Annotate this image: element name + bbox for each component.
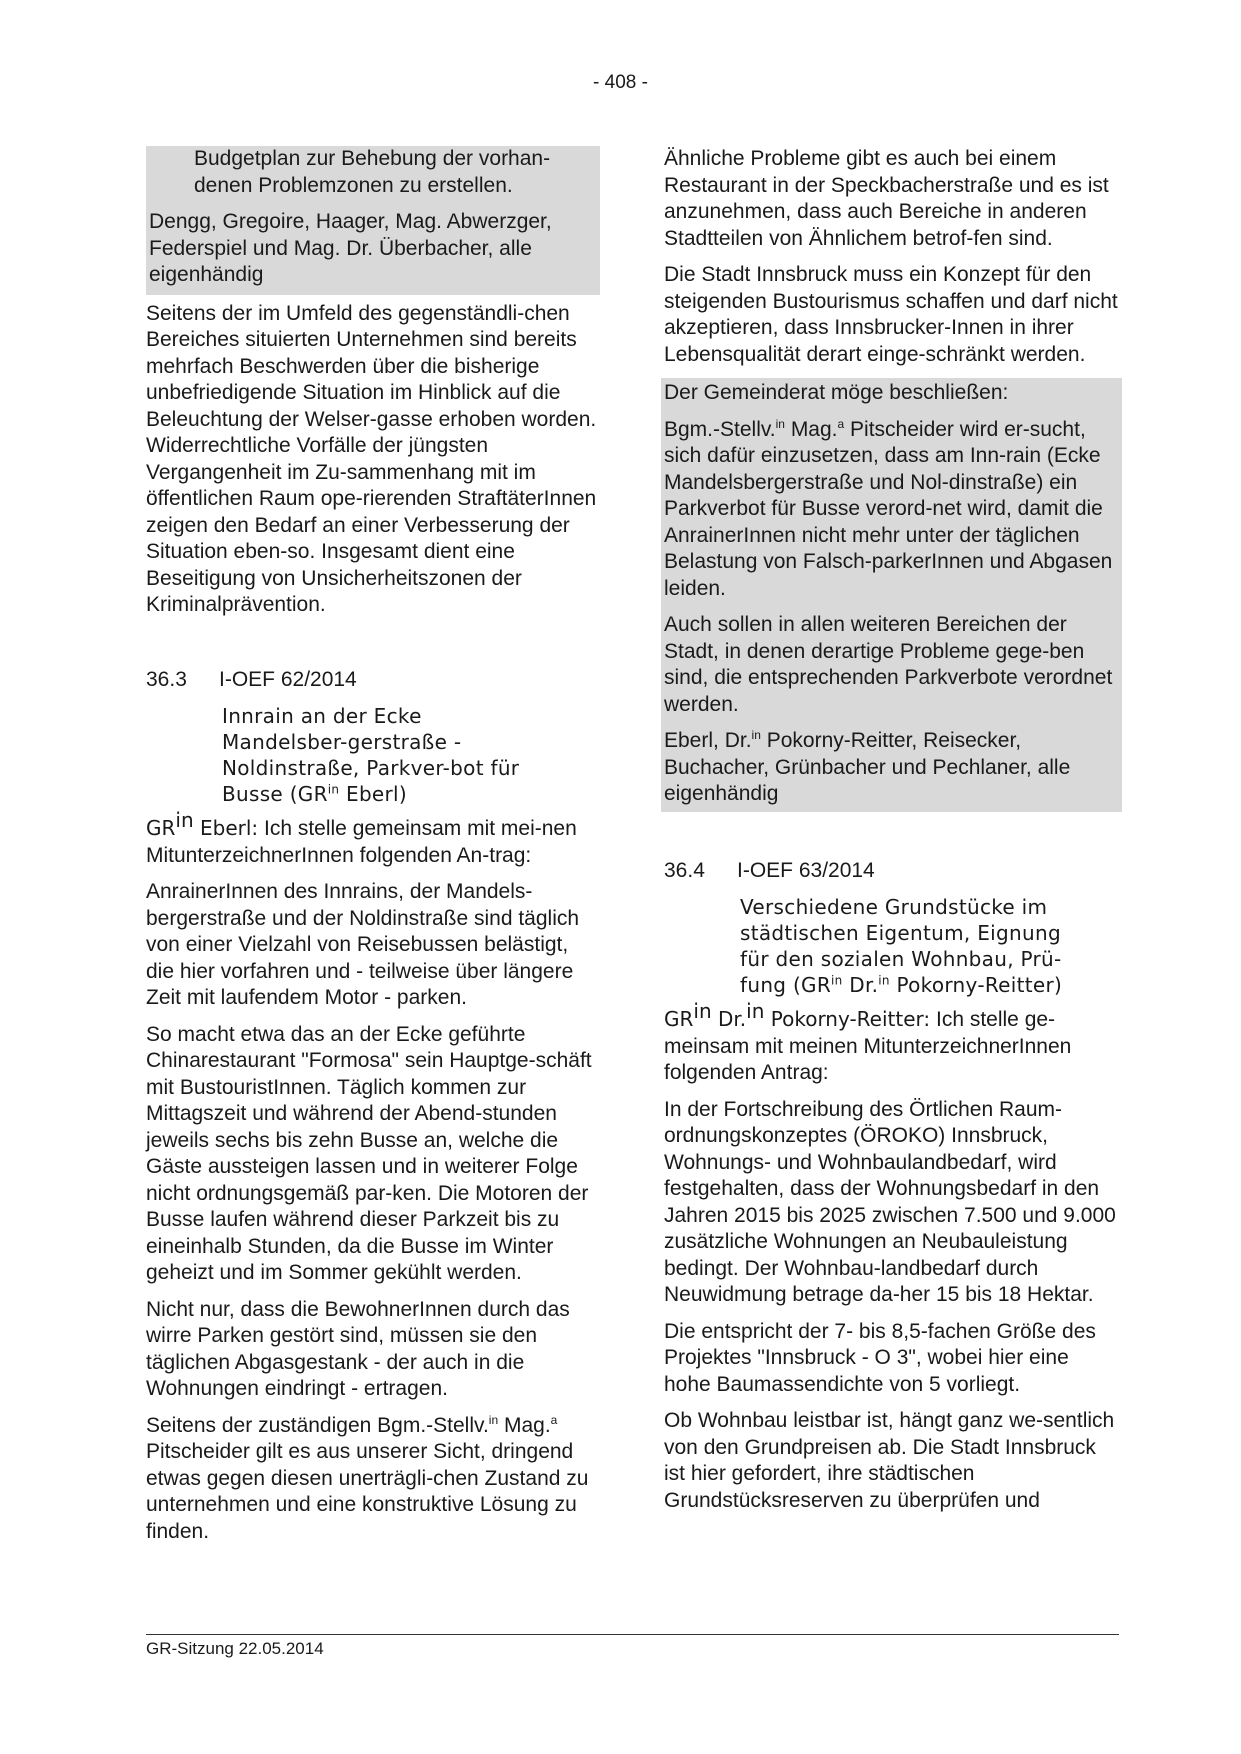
paragraph-o3: Die entspricht der 7- bis 8,5-fachen Größe des Projektes "Innsbruck - O 3", wobei hier eine hohe Baumassendichte von 5 vorliegt. xyxy=(664,1319,1096,1396)
section-heading-36-4 xyxy=(664,858,1119,885)
motion-heading: Der Gemeinderat möge beschließen: xyxy=(664,381,1009,404)
intro-line-1: Budgetplan zur Behebung der vorhan- xyxy=(194,147,551,170)
gray-intro-block xyxy=(146,146,600,295)
paragraph-pitscheider: Seitens der zuständigen Bgm.-Stellv.$^{in}$ Mag.$^a$ Pitscheider gilt es aus unserer Sicht, dringend etwas gegen diesen unerträgli-chen Zustand zu unternehmen und eine konstruktive Lösung zu finden. xyxy=(146,1412,589,1543)
speaker-intro: $GR^{in}$ Eberl: Ich stelle gemeinsam mit mei-nen MitunterzeichnerInnen folgenden An-trag: xyxy=(146,808,577,867)
footer-session-date: GR-Sitzung 22.05.2014 xyxy=(146,1639,324,1658)
signatories-right: Eberl, Dr.$^{in}$ Pokorny-Reitter, Reisecker, Buchacher, Grünbacher und Pechlaner, alle eigenhändig xyxy=(664,728,1071,805)
section-reference: I-OEF 62/2014 xyxy=(219,667,357,691)
paragraph-bustourismus: Die Stadt Innsbruck muss ein Konzept für den steigenden Bustourismus schaffen und darf nicht akzeptieren, dass Innsbrucker-Innen in ihrer Lebensqualität derart einge-schränkt werden. xyxy=(664,263,1118,366)
section-number: 36.3 xyxy=(146,667,187,691)
paragraph-formosa: So macht etwa das an der Ecke geführte Chinarestaurant "Formosa" sein Hauptge-schäft mit BustouristInnen. Täglich kommen zur Mittagszeit und während der Abend-stunden jeweils sechs bis zehn Busse an, welche die Gäste aussteigen lassen und in weiterer Folge nicht ordnungsgemäß par-ken. Die Motoren der Busse laufen während dieser Parkzeit bis zu eineinhalb Stunden, da die Busse im Winter geheizt und im Sommer gekühlt werden. xyxy=(146,1022,592,1284)
left-column xyxy=(146,146,600,1555)
signatories-left: Dengg, Gregoire, Haager, Mag. Abwerzger, Federspiel und Mag. Dr. Überbacher, alle eigenhändig xyxy=(149,210,552,286)
subject-title: Verschiedene Grundstücke im städtischen Eigentum, Eignung für den sozialen Wohnbau, Prü-fung ($GR^{in}$ Dr.$^{in}$ Pokorny-Reitter) xyxy=(740,895,1063,997)
paragraph-anrainer: AnrainerInnen des Innrains, der Mandels-bergerstraße und der Noldinstraße sind täglich von einer Vielzahl von Reisebussen belästigt, die hier vorfahren und - teilweise über längere Zeit mit laufendem Motor - parken. xyxy=(146,880,580,1009)
footer-divider xyxy=(146,1634,1119,1635)
paragraph-bewohner: Nicht nur, dass die BewohnerInnen durch das wirre Parken gestört sind, müssen sie den täglichen Abgasgestank - der auch in die Wohnungen eindringt - ertragen. xyxy=(146,1297,570,1400)
paragraph-welsergasse: Seitens der im Umfeld des gegenständli-chen Bereiches situierten Unternehmen sind bereits mehrfach Beschwerden über die bisherige unbefriedigende Situation im Hinblick auf die Beleuchtung der Welser-gasse erhoben worden. Widerrechtliche Vorfälle der jüngsten Vergangenheit im Zu-sammenhang mit im öffentlichen Raum ope-rierenden StraftäterInnen zeigen den Bedarf an einer Verbesserung der Situation eben-so. Insgesamt dient eine Beseitigung von Unsicherheitszonen der Kriminalprävention. xyxy=(146,301,597,616)
motion-text: Bgm.-Stellv.$^{in}$ Mag.$^a$ Pitscheider wird er-sucht, sich dafür einzusetzen, dass am Inn-rain (Ecke Mandelsbergerstraße und Nol-dinstraße) ein Parkverbot für Busse verord-net wird, damit die AnrainerInnen nicht mehr unter der täglichen Belastung von Falsch-parkerInnen und Abgasen leiden. xyxy=(664,416,1113,600)
paragraph-oeroko: In der Fortschreibung des Örtlichen Raum-ordnungskonzeptes (ÖROKO) Innsbruck, Wohnungs- und Wohnbaulandbedarf, wird festgehalten, dass der Wohnungsbedarf in den Jahren 2015 bis 2025 zwischen 7.500 und 9.000 zusätzliche Wohnungen an Neubauleistung bedingt. Der Wohnbau-landbedarf durch Neuwidmung betrage da-her 15 bis 18 Hektar. xyxy=(664,1097,1116,1306)
motion-text-2: Auch sollen in allen weiteren Bereichen der Stadt, in denen derartige Probleme gege-ben sind, die entsprechenden Parkverbote verordnet werden. xyxy=(664,613,1113,716)
page-number: - 408 - xyxy=(593,72,648,93)
section-reference: I-OEF 63/2014 xyxy=(737,858,875,882)
subject-title: Innrain an der Ecke Mandelsber-gerstraße - Noldinstraße, Parkver-bot für Busse ($GR^{in}$ Eberl) xyxy=(222,704,520,806)
paragraph-speckbacher: Ähnliche Probleme gibt es auch bei einem Restaurant in der Speckbacherstraße und es ist anzunehmen, dass auch Bereiche in anderen Stadtteilen von Ähnlichem betrof-fen sind. xyxy=(664,147,1109,250)
section-number: 36.4 xyxy=(664,858,705,882)
motion-block xyxy=(661,378,1122,812)
section-heading-36-3 xyxy=(146,667,600,694)
right-column xyxy=(664,146,1119,1524)
paragraph-grundpreise: Ob Wohnbau leistbar ist, hängt ganz we-sentlich von den Grundpreisen ab. Die Stadt Innsbruck ist hier gefordert, ihre städtischen Grundstücksreserven zu überprüfen und xyxy=(664,1409,1115,1512)
intro-line-2: denen Problemzonen zu erstellen. xyxy=(194,173,513,197)
speaker-intro: $GR^{in}$ Dr.$^{in}$ Pokorny-Reitter: Ich stelle ge-meinsam mit meinen MitunterzeichnerInnen folgenden Antrag: xyxy=(664,999,1072,1084)
